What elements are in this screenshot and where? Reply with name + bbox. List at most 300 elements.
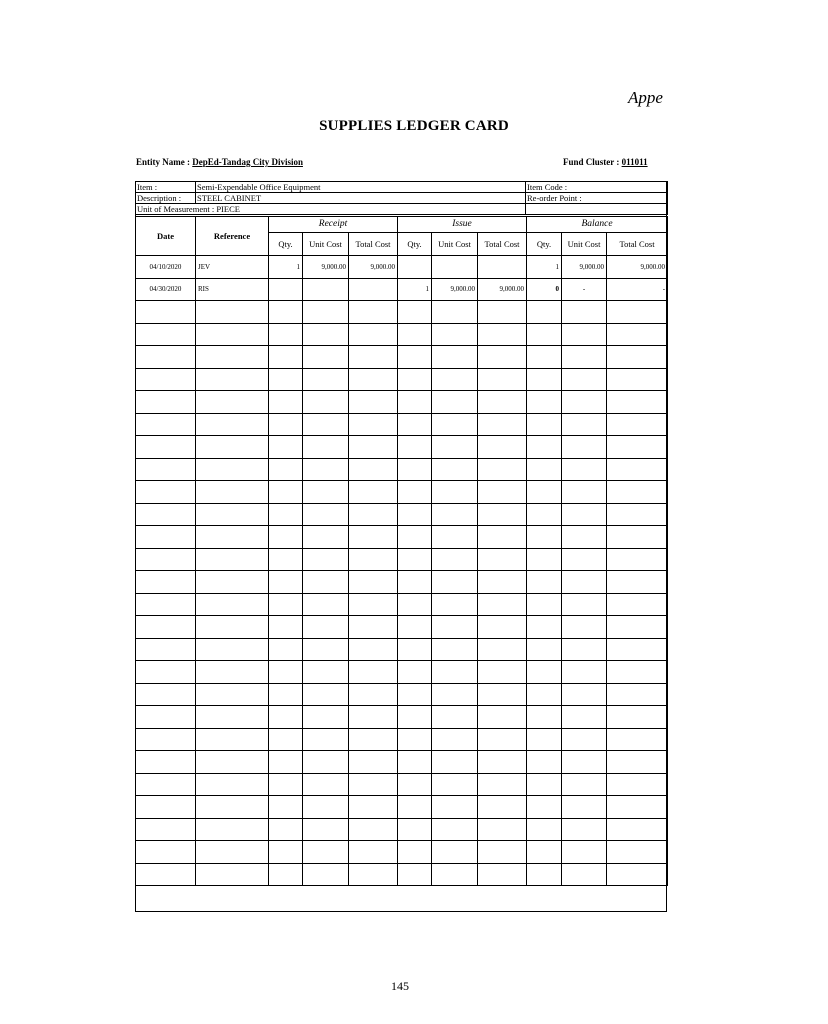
empty-cell: [136, 661, 196, 684]
empty-cell: [136, 481, 196, 504]
header-issue-unit-cost: Unit Cost: [432, 233, 478, 256]
table-row-empty: [136, 526, 668, 549]
item-value: Semi-Expendable Office Equipment: [196, 182, 526, 193]
empty-cell: [196, 548, 269, 571]
empty-cell: [527, 773, 562, 796]
empty-cell: [607, 841, 668, 864]
empty-cell: [607, 323, 668, 346]
empty-cell: [269, 683, 303, 706]
cell-receipt-total-cost: 9,000.00: [349, 256, 398, 279]
empty-cell: [398, 593, 432, 616]
empty-cell: [303, 503, 349, 526]
empty-cell: [349, 616, 398, 639]
empty-cell: [303, 751, 349, 774]
empty-cell: [398, 526, 432, 549]
empty-cell: [349, 661, 398, 684]
empty-cell: [478, 301, 527, 324]
empty-cell: [349, 346, 398, 369]
empty-cell: [136, 458, 196, 481]
empty-cell: [562, 436, 607, 459]
empty-cell: [196, 683, 269, 706]
empty-cell: [432, 391, 478, 414]
empty-cell: [478, 503, 527, 526]
empty-cell: [398, 391, 432, 414]
empty-cell: [269, 481, 303, 504]
empty-cell: [349, 368, 398, 391]
empty-cell: [562, 593, 607, 616]
table-row-empty: [136, 323, 668, 346]
empty-cell: [136, 301, 196, 324]
empty-cell: [303, 481, 349, 504]
empty-cell: [196, 841, 269, 864]
description-value: STEEL CABINET: [196, 193, 526, 204]
empty-cell: [562, 368, 607, 391]
empty-cell: [196, 863, 269, 886]
empty-cell: [398, 616, 432, 639]
empty-cell: [478, 638, 527, 661]
empty-cell: [432, 841, 478, 864]
cell-issue-unit-cost: [432, 256, 478, 279]
empty-cell: [196, 503, 269, 526]
fund-cluster-value: 011011: [621, 157, 648, 167]
empty-cell: [527, 728, 562, 751]
empty-cell: [196, 773, 269, 796]
cell-balance-total-cost: -: [607, 278, 668, 301]
table-row-empty: [136, 368, 668, 391]
empty-cell: [196, 526, 269, 549]
header-balance-unit-cost: Unit Cost: [562, 233, 607, 256]
empty-cell: [136, 413, 196, 436]
table-row-empty: [136, 661, 668, 684]
cell-reference: RIS: [196, 278, 269, 301]
empty-cell: [136, 796, 196, 819]
empty-cell: [398, 796, 432, 819]
empty-cell: [478, 706, 527, 729]
empty-cell: [303, 526, 349, 549]
empty-cell: [432, 503, 478, 526]
empty-cell: [478, 751, 527, 774]
empty-cell: [196, 796, 269, 819]
empty-cell: [303, 458, 349, 481]
cell-issue-total-cost: [478, 256, 527, 279]
empty-cell: [349, 413, 398, 436]
empty-cell: [349, 323, 398, 346]
empty-cell: [196, 368, 269, 391]
empty-cell: [196, 391, 269, 414]
empty-cell: [269, 661, 303, 684]
empty-cell: [269, 728, 303, 751]
empty-cell: [562, 503, 607, 526]
empty-cell: [527, 481, 562, 504]
empty-cell: [196, 751, 269, 774]
empty-cell: [607, 818, 668, 841]
table-row-empty: [136, 796, 668, 819]
empty-cell: [527, 503, 562, 526]
empty-cell: [349, 571, 398, 594]
empty-cell: [607, 661, 668, 684]
table-row-empty: [136, 346, 668, 369]
empty-cell: [432, 481, 478, 504]
header-receipt-qty: Qty.: [269, 233, 303, 256]
empty-cell: [349, 751, 398, 774]
table-row-empty: [136, 571, 668, 594]
empty-cell: [269, 593, 303, 616]
empty-cell: [607, 346, 668, 369]
empty-cell: [196, 571, 269, 594]
cell-issue-qty: [398, 256, 432, 279]
empty-cell: [478, 526, 527, 549]
empty-cell: [478, 728, 527, 751]
empty-cell: [269, 526, 303, 549]
empty-cell: [478, 841, 527, 864]
table-row-empty: [136, 593, 668, 616]
empty-cell: [607, 571, 668, 594]
header-issue: Issue: [398, 217, 527, 233]
empty-cell: [398, 323, 432, 346]
empty-cell: [303, 818, 349, 841]
empty-cell: [562, 548, 607, 571]
empty-cell: [527, 616, 562, 639]
empty-cell: [303, 593, 349, 616]
item-label: Item :: [136, 182, 196, 193]
cell-date: 04/10/2020: [136, 256, 196, 279]
empty-cell: [607, 706, 668, 729]
empty-cell: [607, 683, 668, 706]
empty-cell: [269, 638, 303, 661]
cell-balance-unit-cost: 9,000.00: [562, 256, 607, 279]
empty-cell: [432, 818, 478, 841]
cell-receipt-total-cost: [349, 278, 398, 301]
empty-cell: [607, 436, 668, 459]
empty-cell: [398, 368, 432, 391]
table-row-empty: [136, 548, 668, 571]
empty-cell: [349, 728, 398, 751]
empty-cell: [607, 368, 668, 391]
empty-cell: [269, 616, 303, 639]
empty-cell: [562, 841, 607, 864]
empty-cell: [527, 661, 562, 684]
empty-cell: [478, 323, 527, 346]
empty-cell: [269, 458, 303, 481]
empty-cell: [432, 773, 478, 796]
empty-cell: [269, 818, 303, 841]
empty-cell: [303, 368, 349, 391]
empty-cell: [196, 346, 269, 369]
empty-cell: [478, 548, 527, 571]
empty-cell: [136, 571, 196, 594]
empty-cell: [478, 863, 527, 886]
empty-cell: [527, 638, 562, 661]
table-row-empty: [136, 706, 668, 729]
empty-cell: [398, 863, 432, 886]
cell-balance-unit-cost: -: [562, 278, 607, 301]
empty-cell: [478, 346, 527, 369]
empty-cell: [607, 728, 668, 751]
empty-cell: [478, 458, 527, 481]
empty-cell: [562, 346, 607, 369]
fund-cluster-label: Fund Cluster :: [563, 157, 620, 167]
empty-cell: [269, 706, 303, 729]
header-date: Date: [136, 217, 196, 256]
table-row: [136, 256, 668, 279]
empty-cell: [432, 436, 478, 459]
empty-cell: [136, 706, 196, 729]
empty-cell: [527, 548, 562, 571]
empty-cell: [527, 458, 562, 481]
empty-cell: [303, 548, 349, 571]
empty-cell: [478, 616, 527, 639]
empty-cell: [607, 503, 668, 526]
empty-cell: [136, 548, 196, 571]
empty-cell: [562, 863, 607, 886]
empty-cell: [607, 458, 668, 481]
empty-cell: [269, 301, 303, 324]
empty-cell: [432, 616, 478, 639]
empty-cell: [349, 391, 398, 414]
table-row-empty: [136, 413, 668, 436]
empty-cell: [562, 391, 607, 414]
empty-cell: [196, 728, 269, 751]
empty-cell: [432, 571, 478, 594]
empty-cell: [349, 818, 398, 841]
empty-cell: [432, 751, 478, 774]
empty-cell: [349, 503, 398, 526]
empty-cell: [432, 368, 478, 391]
empty-cell: [303, 683, 349, 706]
empty-cell: [196, 413, 269, 436]
empty-cell: [478, 391, 527, 414]
empty-cell: [562, 571, 607, 594]
empty-cell: [303, 301, 349, 324]
empty-cell: [562, 301, 607, 324]
empty-cell: [349, 593, 398, 616]
empty-cell: [196, 481, 269, 504]
item-info-table: [135, 181, 668, 215]
empty-cell: [527, 526, 562, 549]
empty-cell: [398, 818, 432, 841]
header-balance-total-cost: Total Cost: [607, 233, 668, 256]
empty-cell: [478, 683, 527, 706]
empty-cell: [136, 638, 196, 661]
empty-cell: [478, 436, 527, 459]
empty-cell: [432, 706, 478, 729]
header-issue-qty: Qty.: [398, 233, 432, 256]
unit-of-measurement: Unit of Measurement : PIECE: [136, 204, 526, 215]
empty-cell: [136, 616, 196, 639]
ledger-sheet: [135, 181, 666, 912]
empty-cell: [478, 368, 527, 391]
empty-cell: [478, 413, 527, 436]
empty-cell: [398, 751, 432, 774]
empty-cell: [607, 526, 668, 549]
empty-cell: [269, 503, 303, 526]
empty-cell: [527, 841, 562, 864]
empty-cell: [562, 661, 607, 684]
empty-cell: [269, 391, 303, 414]
cell-receipt-qty: 1: [269, 256, 303, 279]
empty-cell: [527, 301, 562, 324]
cell-receipt-qty: [269, 278, 303, 301]
empty-cell: [607, 593, 668, 616]
cell-balance-qty: 1: [527, 256, 562, 279]
empty-cell: [607, 638, 668, 661]
header-receipt-unit-cost: Unit Cost: [303, 233, 349, 256]
header-balance: Balance: [527, 217, 668, 233]
empty-cell: [136, 593, 196, 616]
empty-cell: [349, 841, 398, 864]
empty-cell: [136, 323, 196, 346]
table-row-empty: [136, 863, 668, 886]
empty-cell: [349, 638, 398, 661]
empty-cell: [196, 436, 269, 459]
empty-cell: [562, 751, 607, 774]
empty-cell: [398, 706, 432, 729]
empty-cell: [607, 548, 668, 571]
cell-balance-total-cost: 9,000.00: [607, 256, 668, 279]
empty-cell: [269, 751, 303, 774]
empty-cell: [303, 863, 349, 886]
empty-cell: [398, 773, 432, 796]
appendix-label: Appe: [628, 88, 663, 107]
empty-cell: [136, 391, 196, 414]
empty-cell: [349, 301, 398, 324]
empty-cell: [432, 728, 478, 751]
empty-cell: [398, 413, 432, 436]
table-row-empty: [136, 503, 668, 526]
empty-cell: [432, 458, 478, 481]
empty-cell: [349, 773, 398, 796]
empty-cell: [136, 368, 196, 391]
empty-cell: [478, 796, 527, 819]
table-row-empty: [136, 391, 668, 414]
empty-cell: [349, 863, 398, 886]
empty-cell: [398, 503, 432, 526]
table-row-empty: [136, 638, 668, 661]
empty-cell: [607, 796, 668, 819]
empty-cell: [398, 661, 432, 684]
empty-cell: [562, 773, 607, 796]
empty-cell: [136, 526, 196, 549]
empty-cell: [136, 683, 196, 706]
empty-cell: [136, 436, 196, 459]
empty-cell: [398, 638, 432, 661]
empty-cell: [478, 481, 527, 504]
empty-cell: [432, 346, 478, 369]
empty-cell: [398, 728, 432, 751]
empty-cell: [349, 436, 398, 459]
empty-cell: [527, 391, 562, 414]
empty-cell: [398, 571, 432, 594]
empty-cell: [303, 796, 349, 819]
empty-cell: [269, 863, 303, 886]
empty-cell: [269, 841, 303, 864]
cell-receipt-unit-cost: [303, 278, 349, 301]
reorder-point-label: Re-order Point :: [526, 193, 668, 204]
table-row-empty: [136, 728, 668, 751]
blank-cell: [526, 204, 668, 215]
empty-cell: [562, 481, 607, 504]
empty-cell: [269, 796, 303, 819]
empty-cell: [478, 571, 527, 594]
header-reference: Reference: [196, 217, 269, 256]
empty-cell: [303, 728, 349, 751]
empty-cell: [527, 706, 562, 729]
empty-cell: [136, 863, 196, 886]
table-row-empty: [136, 818, 668, 841]
empty-cell: [303, 661, 349, 684]
empty-cell: [269, 548, 303, 571]
empty-cell: [478, 818, 527, 841]
entity-name: [136, 157, 303, 167]
empty-cell: [562, 638, 607, 661]
empty-cell: [196, 593, 269, 616]
empty-cell: [303, 391, 349, 414]
empty-cell: [303, 706, 349, 729]
empty-cell: [349, 548, 398, 571]
empty-cell: [269, 368, 303, 391]
empty-cell: [562, 683, 607, 706]
empty-cell: [136, 728, 196, 751]
empty-cell: [432, 323, 478, 346]
empty-cell: [349, 796, 398, 819]
empty-cell: [269, 413, 303, 436]
table-row: [136, 278, 668, 301]
empty-cell: [478, 773, 527, 796]
cell-balance-qty: 0: [527, 278, 562, 301]
empty-cell: [196, 301, 269, 324]
empty-cell: [196, 616, 269, 639]
empty-cell: [349, 481, 398, 504]
empty-cell: [432, 413, 478, 436]
empty-cell: [527, 413, 562, 436]
empty-cell: [527, 863, 562, 886]
empty-cell: [607, 863, 668, 886]
empty-cell: [527, 323, 562, 346]
empty-cell: [303, 841, 349, 864]
cell-reference: JEV: [196, 256, 269, 279]
empty-cell: [398, 301, 432, 324]
empty-cell: [136, 751, 196, 774]
header-receipt: Receipt: [269, 217, 398, 233]
empty-cell: [432, 593, 478, 616]
ledger-body: [136, 256, 668, 886]
page-title: SUPPLIES LEDGER CARD: [319, 118, 509, 134]
empty-cell: [527, 571, 562, 594]
empty-cell: [269, 323, 303, 346]
empty-cell: [349, 683, 398, 706]
empty-cell: [303, 571, 349, 594]
empty-cell: [607, 481, 668, 504]
empty-cell: [562, 706, 607, 729]
table-row-empty: [136, 458, 668, 481]
empty-cell: [527, 683, 562, 706]
empty-cell: [196, 638, 269, 661]
empty-cell: [303, 436, 349, 459]
empty-cell: [562, 458, 607, 481]
empty-cell: [432, 526, 478, 549]
empty-cell: [196, 706, 269, 729]
table-row-empty: [136, 683, 668, 706]
empty-cell: [136, 503, 196, 526]
empty-cell: [303, 638, 349, 661]
table-row-empty: [136, 436, 668, 459]
empty-cell: [527, 368, 562, 391]
item-code-label: Item Code :: [526, 182, 668, 193]
empty-cell: [607, 751, 668, 774]
empty-cell: [607, 301, 668, 324]
table-row-empty: [136, 841, 668, 864]
empty-cell: [196, 323, 269, 346]
